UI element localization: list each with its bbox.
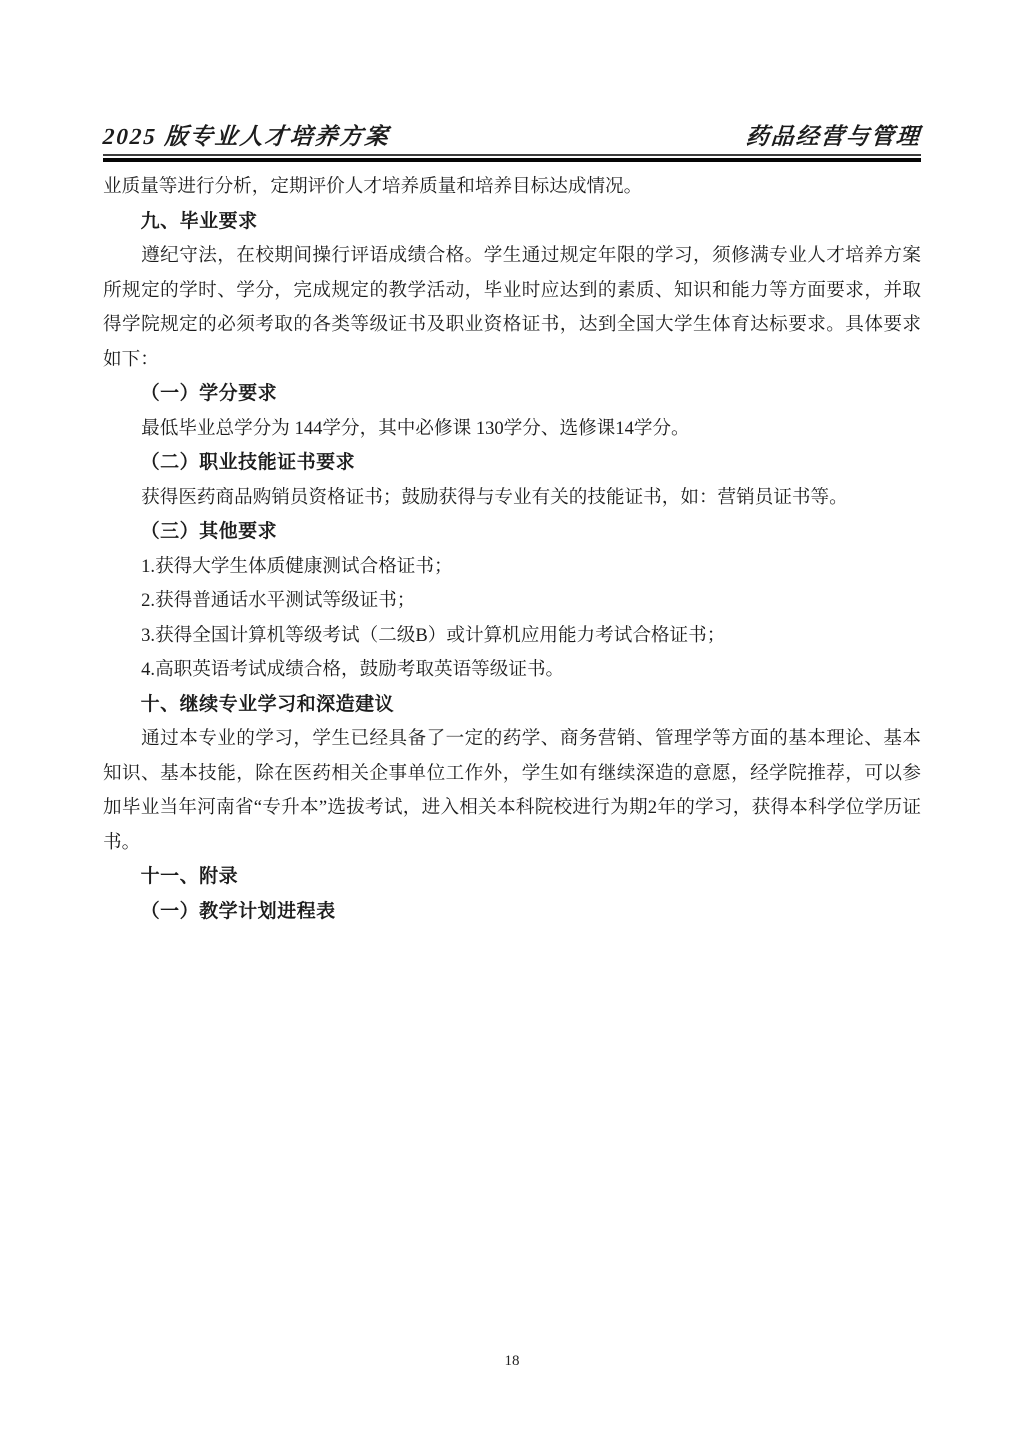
paragraph: 最低毕业总学分为 144学分，其中必修课 130学分、选修课14学分。 bbox=[141, 417, 690, 439]
section-heading: 十一、附录 bbox=[140, 866, 239, 887]
paragraph: 获得医药商品购销员资格证书；鼓励获得与专业有关的技能证书，如：营销员证书等。 bbox=[141, 486, 848, 508]
section-heading: （二）职业技能证书要求 bbox=[140, 452, 356, 473]
section-heading: （一）教学计划进程表 bbox=[140, 900, 336, 922]
section-heading: （一）学分要求 bbox=[140, 383, 278, 404]
page-number: 18 bbox=[504, 1353, 520, 1369]
header-doc-title: 2025 版专业人才培养方案 bbox=[101, 124, 391, 149]
paragraph: 通过本专业的学习，学生已经具备了一定的药学、商务营销、管理学等方面的基本理论、基本知识、基本技能，除在医药相关企事单位工作外，学生如有继续深造的意愿，经学院推荐，可以参加毕业当年河南省“专升本”选拔考试，进入相关本科院校进行为期2年的学习，获得本科学位学历证书。 bbox=[103, 728, 921, 853]
document-body bbox=[103, 170, 921, 929]
header-major-name: 药品经营与管理 bbox=[744, 124, 922, 149]
header-divider-rule bbox=[103, 154, 921, 162]
paragraph: 4.高职英语考试成绩合格，鼓励考取英语等级证书。 bbox=[141, 659, 565, 680]
paragraph: 2.获得普通话水平测试等级证书； bbox=[141, 590, 416, 611]
header-row bbox=[103, 118, 921, 151]
section-heading: 十、继续专业学习和深造建议 bbox=[140, 693, 395, 715]
page-header bbox=[103, 118, 921, 162]
section-heading: 九、毕业要求 bbox=[140, 210, 258, 232]
section-heading: （三）其他要求 bbox=[140, 521, 278, 542]
paragraph: 1.获得大学生体质健康测试合格证书； bbox=[141, 555, 453, 577]
paragraph: 3.获得全国计算机等级考试（二级B）或计算机应用能力考试合格证书； bbox=[141, 624, 726, 646]
paragraph: 业质量等进行分析，定期评价人才培养质量和培养目标达成情况。 bbox=[103, 176, 643, 197]
page-footer bbox=[0, 1352, 1024, 1370]
paragraph: 遵纪守法，在校期间操行评语成绩合格。学生通过规定年限的学习，须修满专业人才培养方案所规定的学时、学分，完成规定的教学活动，毕业时应达到的素质、知识和能力等方面要求，并取得学院规定的必须考取的各类等级证书及职业资格证书，达到全国大学生体育达标要求。具体要求如下： bbox=[103, 245, 921, 370]
